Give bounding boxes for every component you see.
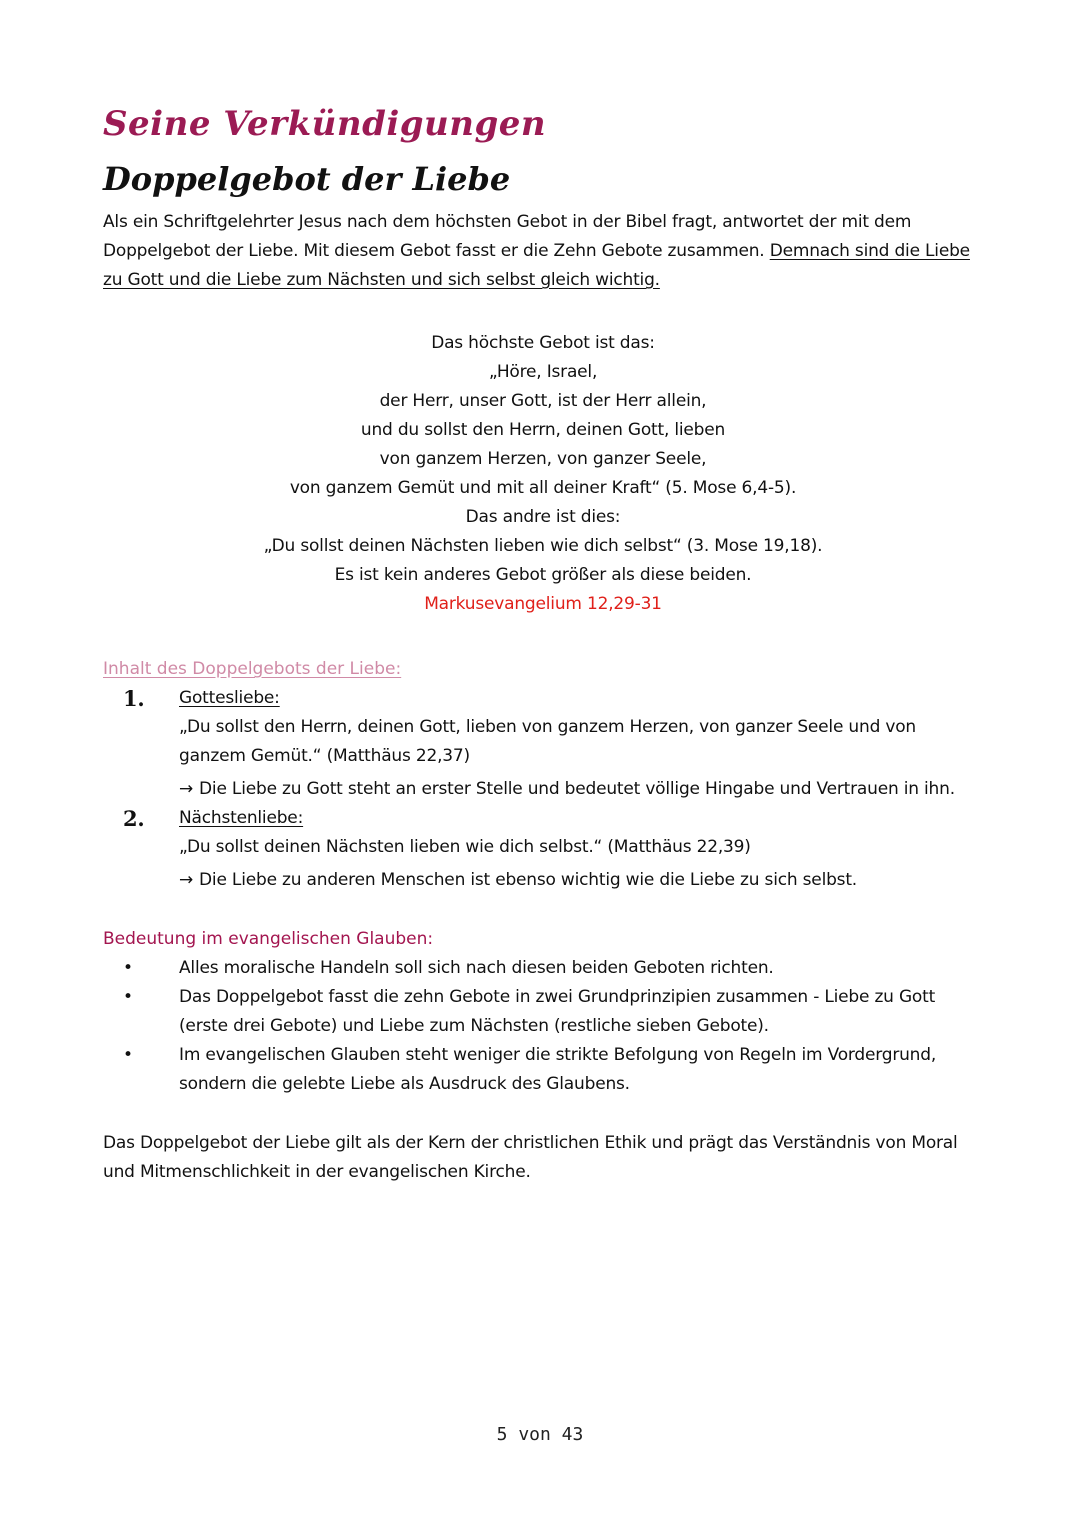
arrow-right-icon: →: [179, 779, 194, 799]
quote-line: der Herr, unser Gott, ist der Herr allein,: [379, 391, 707, 411]
bullet-icon: •: [123, 958, 133, 978]
bullet-text: Im evangelischen Glauben steht weniger die strikte Befolgung von Regeln im Vordergrund, sondern die gelebte Liebe als Ausdruck des Glaubens.: [179, 1045, 937, 1094]
item-number: 2.: [123, 806, 145, 831]
quote-line: Das andre ist dies:: [465, 507, 621, 527]
quote-line: von ganzem Gemüt und mit all deiner Kraft“ (5. Mose 6,4-5).: [289, 478, 797, 498]
item-quote: „Du sollst den Herrn, deinen Gott, lieben von ganzem Herzen, von ganzer Seele und von ganzem Gemüt.“ (Matthäus 22,37): [179, 717, 917, 766]
page-number: 5 von 43: [496, 1424, 584, 1445]
item-explanation-line: [179, 775, 983, 804]
item-number: 1.: [123, 686, 145, 711]
meaning-list: [103, 954, 983, 1099]
bible-quote: [103, 329, 983, 619]
item-explanation: Die Liebe zu Gott steht an erster Stelle und bedeutet völlige Hingabe und Vertrauen in ihn.: [199, 779, 955, 799]
list-item: [103, 684, 983, 804]
item-term: Gottesliebe:: [179, 688, 280, 708]
quote-line: „Höre, Israel,: [488, 362, 598, 382]
bullet-text: Das Doppelgebot fasst die zehn Gebote in zwei Grundprinzipien zusammen - Liebe zu Gott (erste drei Gebote) und Liebe zum Nächsten (restliche sieben Gebote).: [179, 987, 936, 1036]
content-heading: Inhalt des Doppelgebots der Liebe:: [103, 659, 402, 679]
closing-paragraph: Das Doppelgebot der Liebe gilt als der Kern der christlichen Ethik und prägt das Verständnis von Moral und Mitmenschlichkeit in der evangelischen Kirche.: [103, 1133, 958, 1182]
meaning-heading: Bedeutung im evangelischen Glauben:: [103, 929, 434, 949]
bullet-text: Alles moralische Handeln soll sich nach diesen beiden Geboten richten.: [179, 958, 774, 978]
item-explanation-line: [179, 866, 983, 895]
list-item: [103, 983, 983, 1041]
bullet-icon: •: [123, 1045, 133, 1065]
quote-line: und du sollst den Herrn, deinen Gott, lieben: [360, 420, 726, 440]
quote-reference: Markusevangelium 12,29-31: [424, 594, 662, 614]
intro-underlined-text: Demnach sind die Liebe zu Gott und die Liebe zum Nächsten und sich selbst gleich wichtig.: [103, 241, 970, 290]
list-item: [103, 954, 983, 983]
bullet-icon: •: [123, 987, 133, 1007]
arrow-right-icon: →: [179, 870, 194, 890]
document-page: [103, 100, 983, 1204]
section-title: Seine Verkündigungen: [103, 104, 547, 144]
list-item: [103, 804, 983, 895]
content-list: [103, 684, 983, 895]
quote-line: „Du sollst deinen Nächsten lieben wie dich selbst“ (3. Mose 19,18).: [263, 536, 823, 556]
item-quote: „Du sollst deinen Nächsten lieben wie dich selbst.“ (Matthäus 22,39): [179, 837, 751, 857]
item-term: Nächstenliebe:: [179, 808, 304, 828]
list-item: [103, 1041, 983, 1099]
quote-line: von ganzem Herzen, von ganzer Seele,: [379, 449, 707, 469]
intro-text: Als ein Schriftgelehrter Jesus nach dem höchsten Gebot in der Bibel fragt, antwortet der mit dem Doppelgebot der Liebe. Mit diesem Gebot fasst er die Zehn Gebote zusammen.: [103, 212, 912, 261]
page-subtitle: Doppelgebot der Liebe: [103, 160, 511, 198]
quote-line: Das höchste Gebot ist das:: [431, 333, 655, 353]
quote-line: Es ist kein anderes Gebot größer als diese beiden.: [334, 565, 752, 585]
item-explanation: Die Liebe zu anderen Menschen ist ebenso wichtig wie die Liebe zu sich selbst.: [199, 870, 858, 890]
intro-paragraph: [103, 208, 983, 295]
